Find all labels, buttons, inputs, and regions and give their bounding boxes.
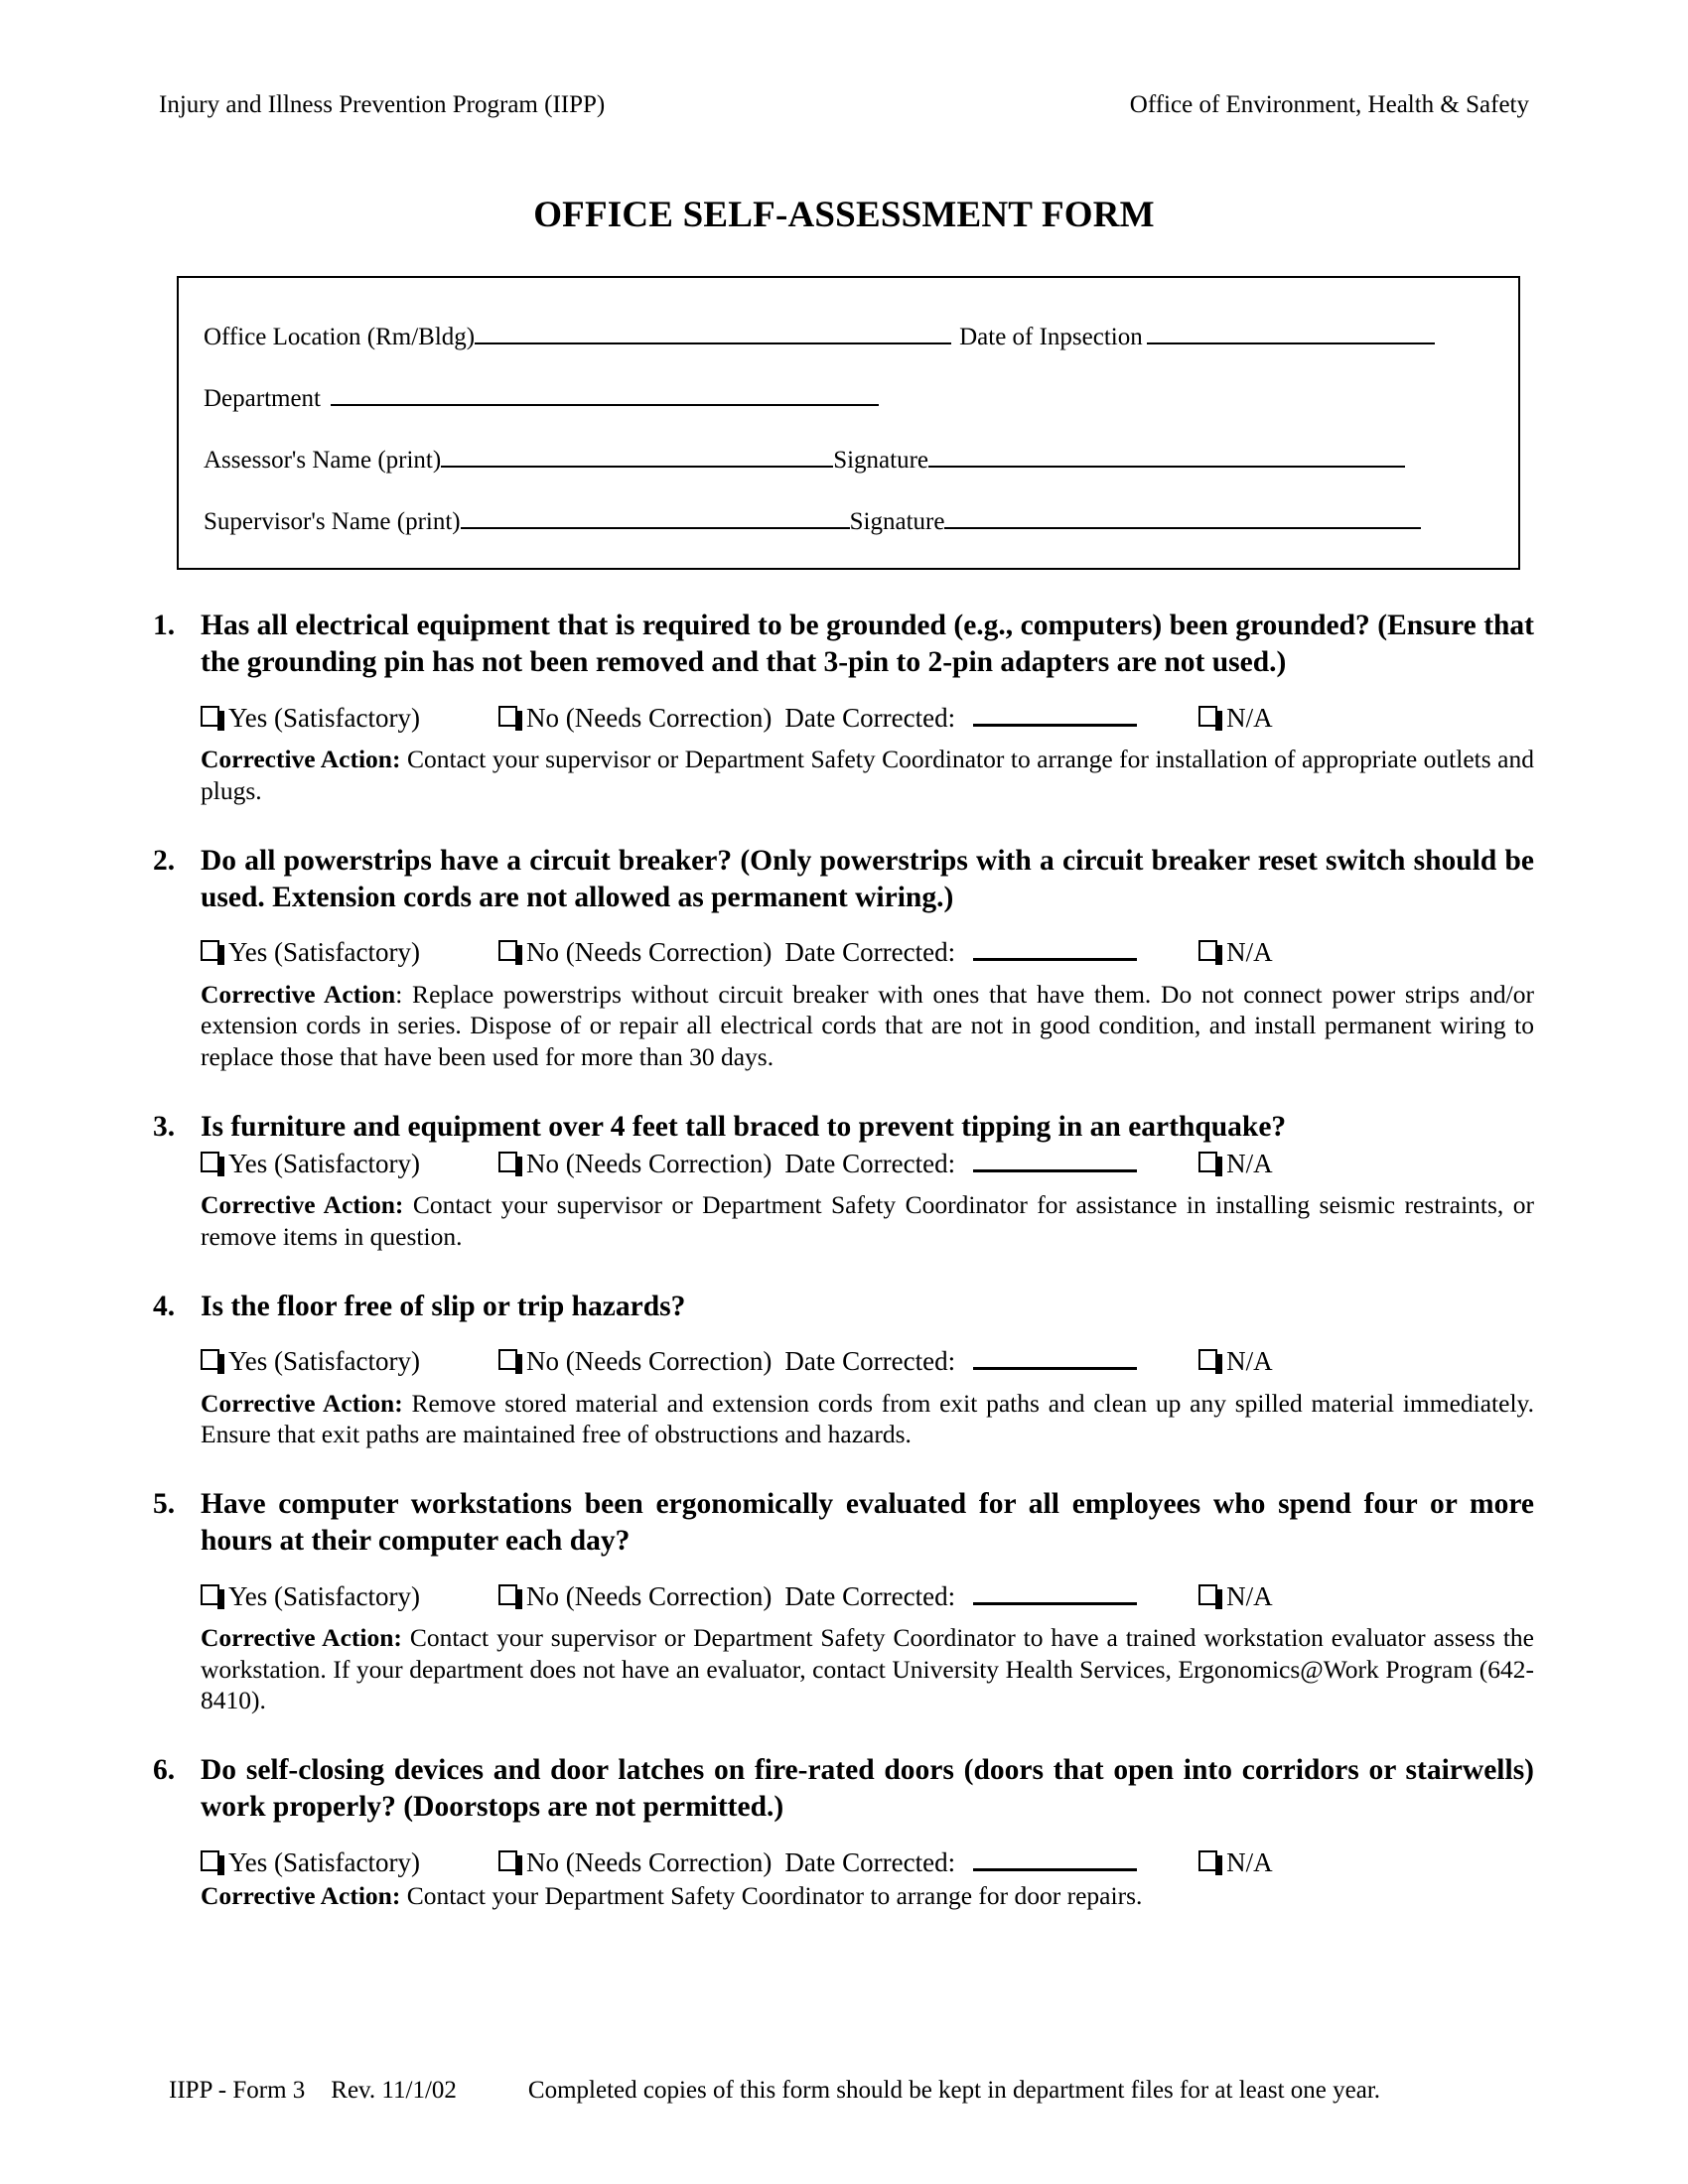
answer-yes-label: Yes (Satisfactory) — [228, 1346, 420, 1377]
date-corrected-label: Date Corrected: — [784, 1149, 956, 1179]
question-heading — [149, 1752, 1534, 1827]
checkbox-icon[interactable] — [498, 1850, 517, 1871]
assessor-row — [204, 443, 1504, 475]
corrective-action-label: Corrective Action: — [201, 1881, 401, 1911]
date-corrected-label: Date Corrected: — [784, 702, 956, 733]
corrective-action-text: Remove stored material and extension cords from exit paths and clean up any spilled material immediately. Ensure that exit paths are maintained free of obstructions and hazards. — [201, 1388, 1534, 1449]
answer-row — [201, 1148, 1534, 1179]
assessor-name-input[interactable] — [441, 443, 833, 468]
checkbox-icon[interactable] — [201, 1349, 219, 1370]
date-corrected-input[interactable] — [973, 1580, 1137, 1605]
date-corrected-input[interactable] — [973, 936, 1137, 961]
department-input[interactable] — [331, 381, 879, 406]
running-head-right: Office of Environment, Health & Safety — [1129, 91, 1529, 118]
checkbox-icon[interactable] — [201, 1584, 219, 1605]
assessor-signature-label: Signature — [833, 447, 929, 474]
answer-no-label: No (Needs Correction) — [526, 1580, 773, 1611]
supervisor-signature-label: Signature — [849, 508, 945, 535]
question-heading — [149, 1486, 1534, 1561]
corrective-action-label: Corrective Action — [201, 979, 396, 1009]
answer-yes-label: Yes (Satisfactory) — [228, 1846, 420, 1877]
date-corrected-label: Date Corrected: — [784, 1346, 956, 1377]
footer-form-id: IIPP - Form 3 — [169, 2077, 306, 2104]
question-number: 3. — [153, 1110, 176, 1143]
question-number: 5. — [153, 1487, 176, 1520]
checkbox-icon[interactable] — [498, 1152, 517, 1172]
footer-revision: Rev. 11/1/02 — [331, 2077, 457, 2104]
answer-no-label: No (Needs Correction) — [526, 937, 773, 968]
question-text: Do self-closing devices and door latches on fire-rated doors (doors that open into corridors or stairwells) work properly? (Doorstops are not permitted.) — [201, 1753, 1534, 1824]
question-list — [149, 608, 1534, 1912]
page-footer — [169, 2077, 1539, 2105]
corrective-action-text: Contact your Department Safety Coordinator to arrange for door repairs. — [400, 1881, 1143, 1911]
answer-row — [201, 1345, 1534, 1377]
answer-yes[interactable] — [201, 1580, 498, 1612]
question-item — [149, 1486, 1534, 1716]
date-corrected-label: Date Corrected: — [784, 1580, 956, 1611]
checkbox-icon[interactable] — [1198, 1850, 1217, 1871]
answer-na[interactable] — [1198, 936, 1273, 968]
corrective-action — [201, 979, 1534, 1073]
office-location-label: Office Location (Rm/Bldg) — [204, 324, 476, 350]
question-number: 4. — [153, 1290, 176, 1322]
question-text: Have computer workstations been ergonomically evaluated for all employees who spend four or more hours at their computer each day? — [201, 1487, 1534, 1558]
answer-yes-label: Yes (Satisfactory) — [228, 1580, 420, 1611]
checkbox-icon[interactable] — [201, 706, 219, 727]
checkbox-icon[interactable] — [1198, 706, 1217, 727]
question-text: Has all electrical equipment that is required to be grounded (e.g., computers) been grounded? (Ensure that the grounding pin has not been removed and that 3-pin to 2-pin adapters are not used.) — [201, 610, 1534, 679]
answer-no-label: No (Needs Correction) — [526, 1846, 773, 1877]
checkbox-icon[interactable] — [201, 940, 219, 961]
date-of-inspection-label: Date of Inpsection — [959, 324, 1143, 350]
date-corrected-input[interactable] — [973, 1345, 1137, 1370]
corrective-action-label: Corrective Action: — [201, 1388, 403, 1418]
answer-no-label: No (Needs Correction) — [526, 1346, 773, 1377]
answer-yes-label: Yes (Satisfactory) — [228, 937, 420, 968]
corrective-action — [201, 1880, 1534, 1912]
answer-yes[interactable] — [201, 936, 498, 968]
running-head-left: Injury and Illness Prevention Program (IIPP) — [159, 91, 606, 118]
corrective-action — [201, 744, 1534, 806]
corrective-action-label: Corrective Action: — [201, 1623, 402, 1653]
supervisor-signature-input[interactable] — [944, 504, 1421, 529]
answer-yes[interactable] — [201, 1148, 498, 1179]
page-title: OFFICE SELF-ASSESSMENT FORM — [533, 195, 1155, 235]
question-text: Do all powerstrips have a circuit breaker? (Only powerstrips with a circuit breaker reset switch should be used. Extension cords are not allowed as permanent wiring.) — [201, 844, 1534, 913]
supervisor-name-label: Supervisor's Name (print) — [204, 508, 461, 535]
date-of-inspection-input[interactable] — [1147, 320, 1435, 344]
supervisor-row — [204, 504, 1504, 536]
checkbox-icon[interactable] — [1198, 940, 1217, 961]
answer-yes[interactable] — [201, 1846, 498, 1878]
answer-row — [201, 1846, 1534, 1878]
corrective-action-label: Corrective Action: — [201, 745, 401, 774]
answer-no-label: No (Needs Correction) — [526, 702, 773, 733]
checkbox-icon[interactable] — [498, 940, 517, 961]
answer-yes[interactable] — [201, 1345, 498, 1377]
question-heading — [149, 608, 1534, 682]
answer-na[interactable] — [1198, 1345, 1273, 1377]
assessor-name-label: Assessor's Name (print) — [204, 447, 442, 474]
checkbox-icon[interactable] — [498, 706, 517, 727]
question-heading — [149, 1109, 1534, 1146]
department-row — [204, 381, 1504, 413]
answer-na-label: N/A — [1226, 1846, 1273, 1877]
answer-row — [201, 1580, 1534, 1612]
answer-na-label: N/A — [1226, 1149, 1273, 1179]
answer-na-label: N/A — [1226, 1580, 1273, 1611]
checkbox-icon[interactable] — [498, 1349, 517, 1370]
question-item — [149, 843, 1534, 1073]
office-location-row — [204, 320, 1504, 351]
checkbox-icon[interactable] — [1198, 1584, 1217, 1605]
answer-no-label: No (Needs Correction) — [526, 1149, 773, 1179]
corrective-action — [201, 1622, 1534, 1716]
question-item — [149, 1752, 1534, 1912]
date-corrected-label: Date Corrected: — [784, 937, 956, 968]
answer-yes-label: Yes (Satisfactory) — [228, 702, 420, 733]
answer-na[interactable] — [1198, 1148, 1273, 1179]
checkbox-icon[interactable] — [201, 1850, 219, 1871]
corrective-action-label: Corrective Action: — [201, 1190, 404, 1220]
identification-box — [177, 276, 1520, 570]
question-heading — [149, 843, 1534, 917]
office-location-input[interactable] — [475, 320, 951, 344]
answer-no[interactable] — [498, 1580, 772, 1612]
question-text: Is the floor free of slip or trip hazards? — [201, 1290, 686, 1322]
answer-yes[interactable] — [201, 702, 498, 734]
date-corrected-input[interactable] — [973, 702, 1137, 727]
answer-na[interactable] — [1198, 702, 1273, 734]
question-item — [149, 608, 1534, 807]
corrective-action-text: : Replace powerstrips without circuit breaker with ones that have them. Do not connect power strips and/or extension cords in series. Dispose of or repair all electrical cords that are not in good condition, and install permanent wiring to replace those that have been used for more than 30 days. — [201, 979, 1534, 1072]
answer-no[interactable] — [498, 702, 772, 734]
question-item — [149, 1289, 1534, 1450]
answer-no[interactable] — [498, 936, 772, 968]
question-item — [149, 1109, 1534, 1253]
supervisor-name-input[interactable] — [461, 504, 850, 529]
answer-no[interactable] — [498, 1846, 772, 1878]
answer-yes-label: Yes (Satisfactory) — [228, 1149, 420, 1179]
corrective-action-text: Contact your supervisor or Department Safety Coordinator to arrange for installation of appropriate outlets and plugs. — [201, 745, 1534, 805]
answer-na-label: N/A — [1226, 702, 1273, 733]
date-corrected-label: Date Corrected: — [784, 1846, 956, 1877]
answer-row — [201, 702, 1534, 734]
checkbox-icon[interactable] — [201, 1152, 219, 1172]
answer-na[interactable] — [1198, 1580, 1273, 1612]
assessor-signature-input[interactable] — [928, 443, 1405, 468]
date-corrected-input[interactable] — [973, 1846, 1137, 1871]
date-corrected-input[interactable] — [973, 1148, 1137, 1172]
question-number: 2. — [153, 844, 176, 877]
corrective-action-text: Contact your supervisor or Department Safety Coordinator for assistance in installing seismic restraints, or remove items in question. — [201, 1190, 1534, 1252]
question-heading — [149, 1289, 1534, 1325]
question-number: 1. — [153, 610, 176, 641]
question-number: 6. — [153, 1753, 176, 1786]
corrective-action-text: Contact your supervisor or Department Safety Coordinator to have a trained workstation evaluator assess the workstation. If your department does not have an evaluator, contact University Health Services, Ergonomics@Work Program (642-8410). — [201, 1623, 1535, 1715]
answer-na[interactable] — [1198, 1846, 1273, 1878]
question-text: Is furniture and equipment over 4 feet tall braced to prevent tipping in an earthquake? — [201, 1110, 1287, 1143]
running-head — [159, 91, 1529, 119]
checkbox-icon[interactable] — [1198, 1152, 1217, 1172]
checkbox-icon[interactable] — [1198, 1349, 1217, 1370]
checkbox-icon[interactable] — [498, 1584, 517, 1605]
department-label: Department — [204, 385, 322, 412]
answer-na-label: N/A — [1226, 1346, 1273, 1377]
corrective-action — [201, 1388, 1534, 1450]
footer-note: Completed copies of this form should be kept in department files for at least one year. — [527, 2077, 1381, 2104]
corrective-action — [201, 1189, 1534, 1252]
answer-na-label: N/A — [1226, 937, 1273, 968]
answer-no[interactable] — [498, 1345, 772, 1377]
answer-no[interactable] — [498, 1148, 772, 1179]
answer-row — [201, 936, 1534, 968]
